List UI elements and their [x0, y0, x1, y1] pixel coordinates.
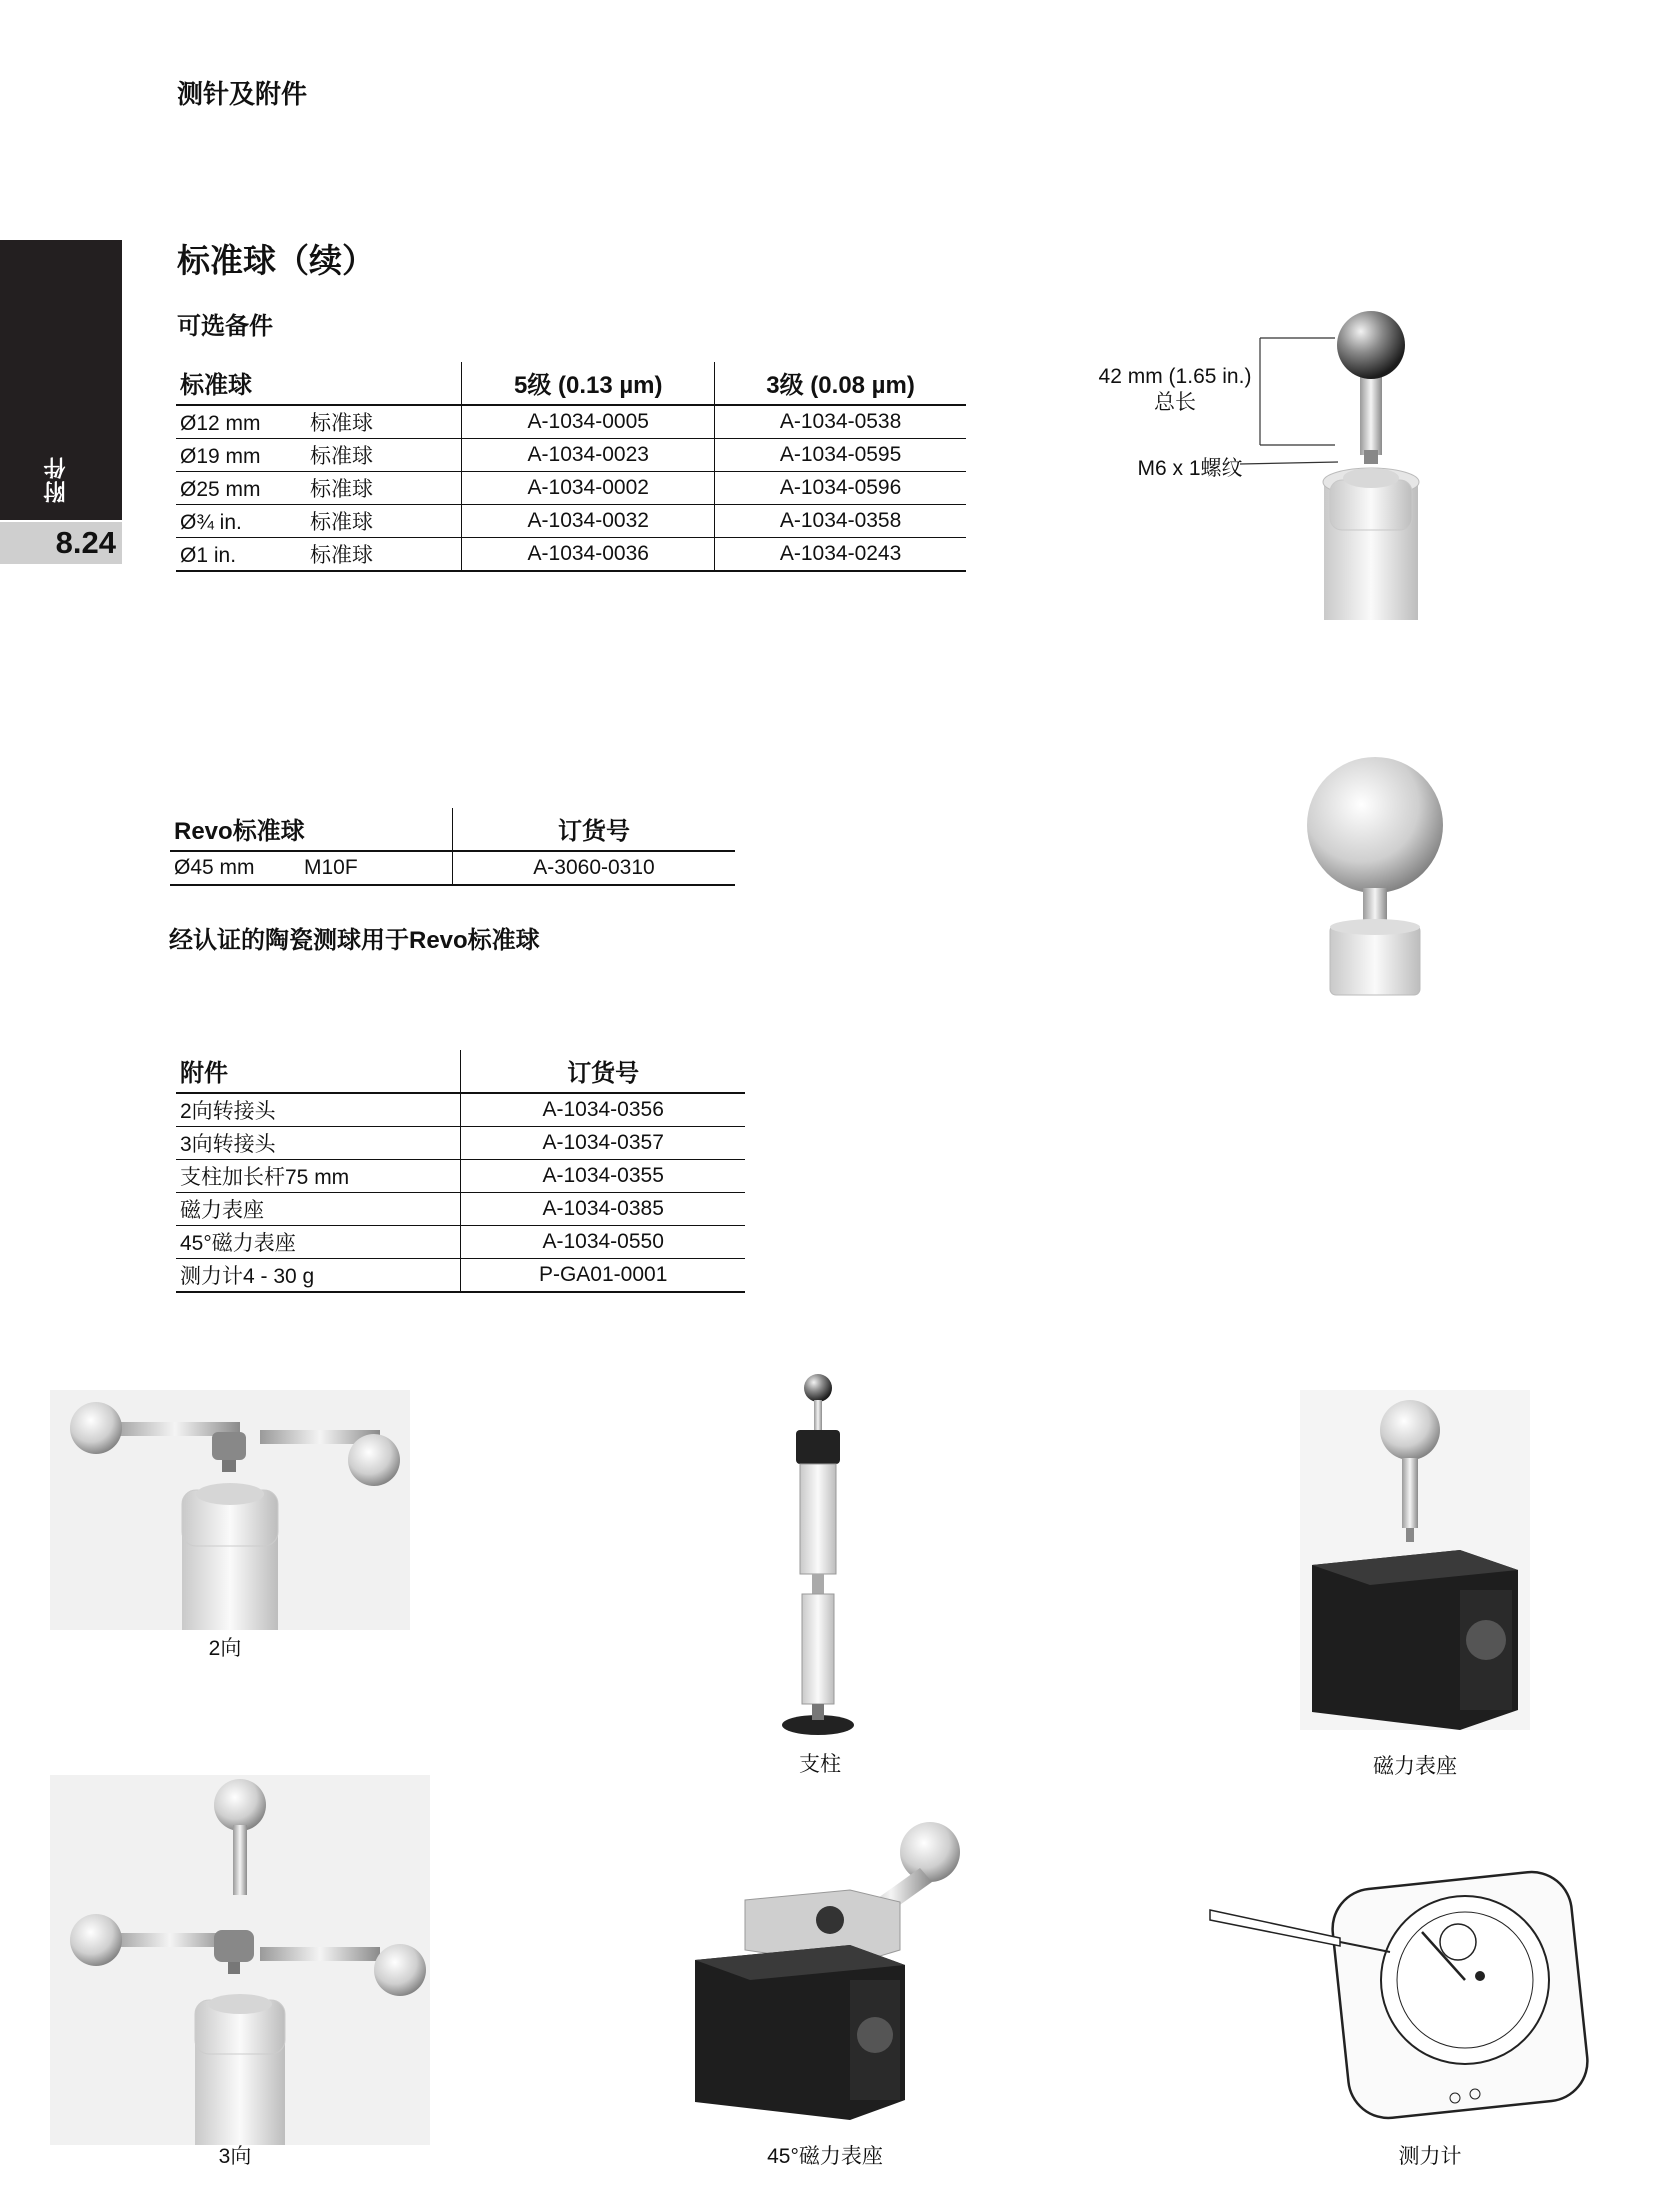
- sphere-desc: 标准球: [310, 412, 373, 435]
- accessory-code: A-1034-0357: [461, 1127, 745, 1160]
- sphere-desc: 标准球: [310, 544, 373, 567]
- sphere-name-cell: [176, 439, 462, 472]
- side-tab-label: 附件: [43, 455, 68, 503]
- revo-name-cell: [170, 851, 453, 885]
- grade3-code: A-1034-0538: [715, 405, 966, 439]
- accessory-name: 45°磁力表座: [176, 1226, 461, 1259]
- thread-label: M6 x 1螺纹: [1137, 457, 1243, 480]
- grade3-code: A-1034-0243: [715, 538, 966, 572]
- column-header: 5级 (0.13 µm): [462, 362, 715, 405]
- column-header: Revo标准球: [170, 808, 453, 851]
- three-way-caption: 3向: [218, 2145, 252, 2168]
- sphere-desc: 标准球: [310, 478, 373, 501]
- calibration-sphere-figure: [1260, 300, 1460, 620]
- table-row: [176, 1193, 745, 1226]
- length-label: [1080, 364, 1270, 416]
- length-value: 42 mm (1.65 in.): [1098, 365, 1252, 388]
- grade3-code: A-1034-0358: [715, 505, 966, 538]
- two-way-caption: 2向: [208, 1637, 242, 1660]
- table-header-row: [176, 362, 966, 405]
- accessory-name: 磁力表座: [176, 1193, 461, 1226]
- accessory-code: A-1034-0355: [461, 1160, 745, 1193]
- sphere-size: Ø12 mm: [180, 412, 261, 435]
- revo-sphere-table: [170, 808, 735, 886]
- table-row: [176, 1093, 745, 1127]
- table-row: [176, 439, 966, 472]
- magnetic-base-45-figure: [690, 1820, 980, 2120]
- force-gauge-figure: [1210, 1880, 1630, 2140]
- grade5-code: A-1034-0002: [462, 472, 715, 505]
- accessory-name: 2向转接头: [176, 1093, 461, 1127]
- table-row: [170, 851, 735, 885]
- grade3-code: A-1034-0596: [715, 472, 966, 505]
- table-row: [176, 505, 966, 538]
- accessory-name: 3向转接头: [176, 1127, 461, 1160]
- revo-desc: M10F: [304, 856, 358, 879]
- column-header: 标准球: [176, 362, 462, 405]
- table-row: [176, 538, 966, 572]
- table-header-row: [170, 808, 735, 851]
- length-caption: 总长: [1154, 391, 1196, 414]
- magnetic-base-caption: 磁力表座: [1373, 1755, 1457, 1778]
- section-title: 标准球（续）: [177, 242, 375, 279]
- sphere-name-cell: [176, 405, 462, 439]
- magnetic-base-figure: [1300, 1390, 1530, 1730]
- grade5-code: A-1034-0032: [462, 505, 715, 538]
- sphere-size: Ø1 in.: [180, 544, 237, 567]
- accessory-name: 测力计4 - 30 g: [176, 1259, 461, 1293]
- calibration-sphere-table: [176, 362, 966, 572]
- sphere-size: Ø25 mm: [180, 478, 261, 501]
- revo-size: Ø45 mm: [174, 856, 255, 879]
- accessory-name: 支柱加长杆75 mm: [176, 1160, 461, 1193]
- table-row: [176, 472, 966, 505]
- table-header-row: [176, 1050, 745, 1093]
- accessory-code: A-1034-0550: [461, 1226, 745, 1259]
- grade5-code: A-1034-0005: [462, 405, 715, 439]
- column-header: 订货号: [453, 808, 735, 851]
- sphere-desc: 标准球: [310, 511, 373, 534]
- sphere-name-cell: [176, 472, 462, 505]
- table-row: [176, 1127, 745, 1160]
- column-header: 3级 (0.08 µm): [715, 362, 966, 405]
- column-header: 附件: [176, 1050, 461, 1093]
- accessory-code: A-1034-0356: [461, 1093, 745, 1127]
- page-number: 8.24: [0, 522, 122, 564]
- table-row: [176, 1259, 745, 1293]
- revo-sphere-figure: [1300, 740, 1450, 1010]
- page-header-title: 测针及附件: [177, 79, 308, 109]
- column-extension-figure: [760, 1370, 880, 1740]
- sphere-name-cell: [176, 538, 462, 572]
- accessories-table: [176, 1050, 745, 1293]
- table-row: [176, 1226, 745, 1259]
- sphere-desc: 标准球: [310, 445, 373, 468]
- revo-note: 经认证的陶瓷测球用于Revo标准球: [169, 927, 540, 954]
- revo-code: A-3060-0310: [453, 851, 735, 885]
- sphere-size: Ø¾ in.: [180, 511, 242, 534]
- table-row: [176, 1160, 745, 1193]
- column-caption: 支柱: [799, 1753, 841, 1776]
- sphere-name-cell: [176, 505, 462, 538]
- two-way-adapter-figure: [50, 1390, 410, 1630]
- sphere-size: Ø19 mm: [180, 445, 261, 468]
- grade5-code: A-1034-0036: [462, 538, 715, 572]
- grade5-code: A-1034-0023: [462, 439, 715, 472]
- accessory-code: P-GA01-0001: [461, 1259, 745, 1293]
- force-gauge-caption: 测力计: [1398, 2145, 1462, 2168]
- three-way-adapter-figure: [50, 1775, 430, 2145]
- table-row: [176, 405, 966, 439]
- magnetic-base-45-caption: 45°磁力表座: [767, 2145, 883, 2168]
- grade3-code: A-1034-0595: [715, 439, 966, 472]
- column-header: 订货号: [461, 1050, 745, 1093]
- accessory-code: A-1034-0385: [461, 1193, 745, 1226]
- section-subtitle: 可选备件: [177, 313, 273, 340]
